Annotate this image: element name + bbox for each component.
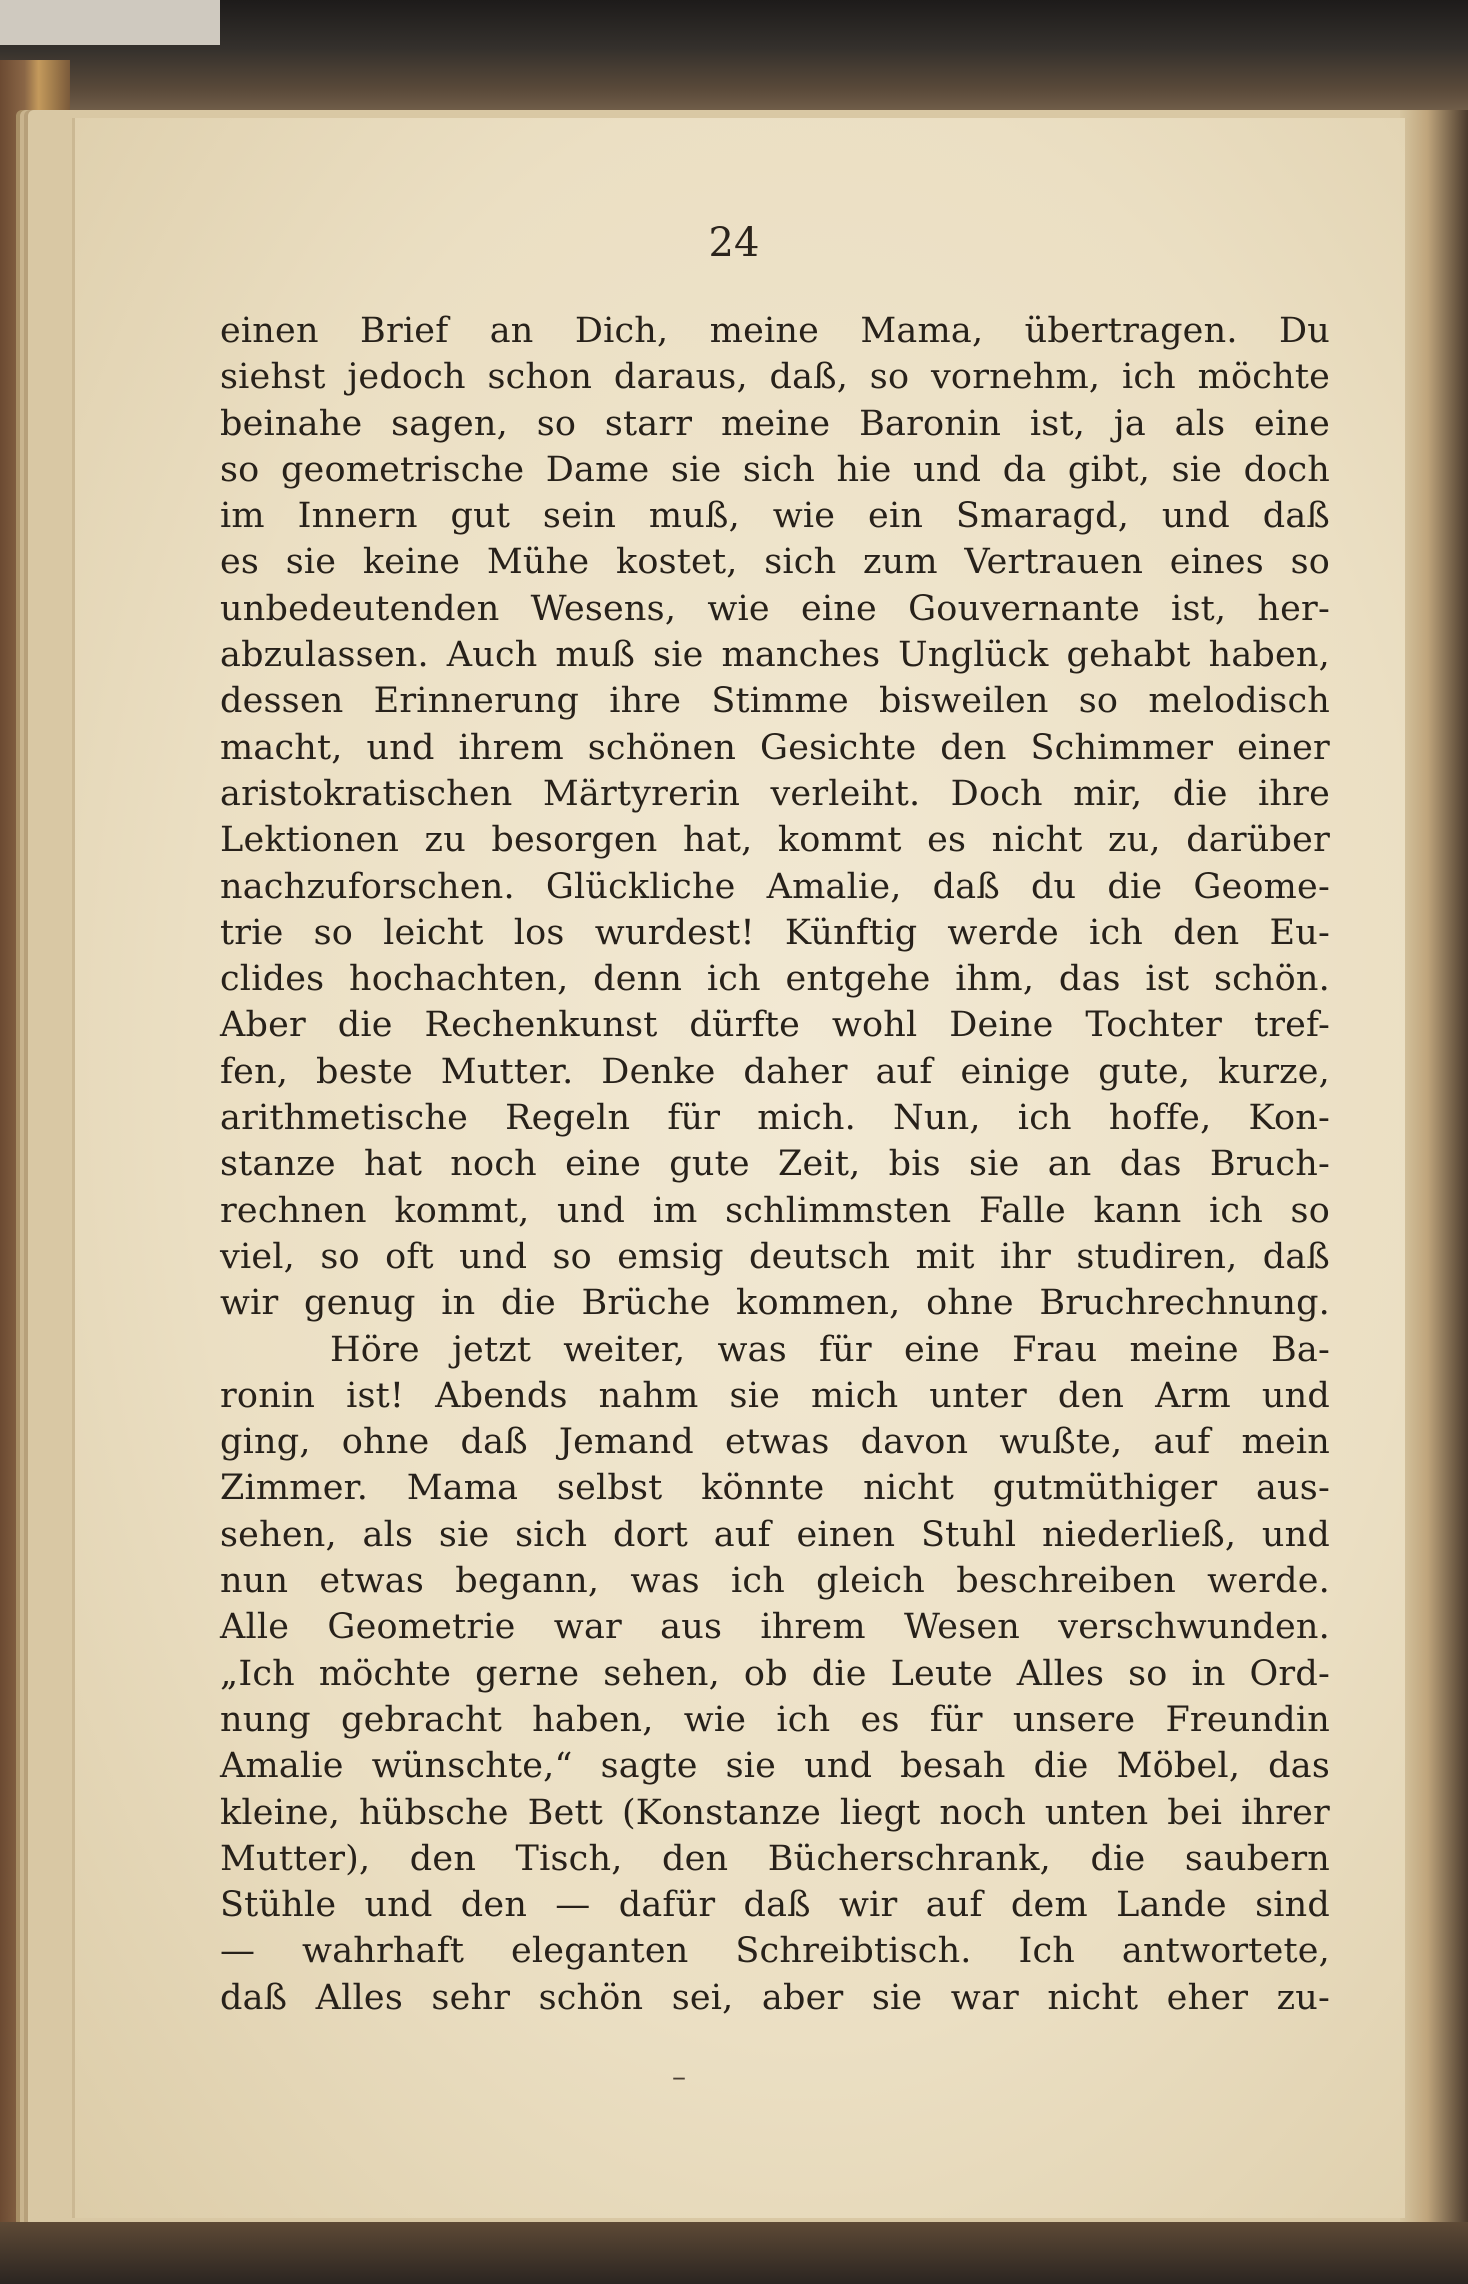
text-line: aristokratischen Märtyrerin verleiht. Doch mir, die ihre xyxy=(220,773,1330,814)
body-text xyxy=(220,308,1330,2021)
text-line: so geometrische Dame sie sich hie und da gibt, sie doch xyxy=(220,449,1330,490)
text-line: ging, ohne daß Jemand etwas davon wußte, auf mein xyxy=(220,1422,1330,1463)
text-line: fen, beste Mutter. Denke daher auf einige gute, kurze, xyxy=(220,1051,1330,1092)
top-background xyxy=(0,0,1468,120)
page-gutter xyxy=(1400,110,1468,2240)
text-line: ronin ist! Abends nahm sie mich unter den Arm und xyxy=(220,1375,1330,1416)
text-line: nung gebracht haben, wie ich es für unsere Freundin xyxy=(220,1699,1330,1740)
text-line: einen Brief an Dich, meine Mama, übertragen. Du xyxy=(220,311,1330,351)
text-line: es sie keine Mühe kostet, sich zum Vertrauen eines so xyxy=(220,542,1330,583)
text-line: unbedeutenden Wesens, wie eine Gouvernante ist, her- xyxy=(220,588,1330,629)
catchword-mark: – xyxy=(672,2060,686,2093)
text-line: Amalie wünschte,“ sagte sie und besah die Möbel, das xyxy=(220,1746,1330,1787)
text-line: Zimmer. Mama selbst könnte nicht gutmüthiger aus- xyxy=(220,1468,1330,1509)
bottom-background xyxy=(0,2222,1468,2284)
text-line: beinahe sagen, so starr meine Baronin ist, ja als eine xyxy=(220,403,1330,444)
paragraph-start-line: Höre jetzt weiter, was für eine Frau meine Ba- xyxy=(330,1329,1330,1370)
text-line: wir genug in die Brüche kommen, ohne Bruchrechnung. xyxy=(220,1283,1330,1324)
text-line: Lektionen zu besorgen hat, kommt es nicht zu, darüber xyxy=(220,820,1330,861)
text-line: siehst jedoch schon daraus, daß, so vornehm, ich möchte xyxy=(220,357,1330,398)
text-line: kleine, hübsche Bett (Konstanze liegt noch unten bei ihrer xyxy=(220,1792,1330,1833)
text-line: nachzuforschen. Glückliche Amalie, daß du die Geome- xyxy=(220,866,1330,907)
text-line: arithmetische Regeln für mich. Nun, ich hoffe, Kon- xyxy=(220,1098,1330,1139)
text-line: dessen Erinnerung ihre Stimme bisweilen so melodisch xyxy=(220,681,1330,722)
text-line: — wahrhaft eleganten Schreibtisch. Ich antwortete, xyxy=(220,1931,1330,1972)
text-line: Stühle und den — dafür daß wir auf dem Lande sind xyxy=(220,1885,1330,1926)
text-line: Mutter), den Tisch, den Bücherschrank, die saubern xyxy=(220,1838,1330,1879)
text-line: Alle Geometrie war aus ihrem Wesen verschwunden. xyxy=(220,1607,1330,1648)
text-line: „Ich möchte gerne sehen, ob die Leute Alles so in Ord- xyxy=(220,1653,1330,1694)
tab-strip xyxy=(0,0,220,45)
text-line: rechnen kommt, und im schlimmsten Falle kann ich so xyxy=(220,1190,1330,1231)
text-line: trie so leicht los wurdest! Künftig werde ich den Eu- xyxy=(220,912,1330,953)
text-line: macht, und ihrem schönen Gesichte den Schimmer einer xyxy=(220,727,1330,768)
text-line: sehen, als sie sich dort auf einen Stuhl niederließ, und xyxy=(220,1514,1330,1555)
text-line: daß Alles sehr schön sei, aber sie war nicht eher zu- xyxy=(220,1977,1330,2018)
text-line: Aber die Rechenkunst dürfte wohl Deine Tochter tref- xyxy=(220,1005,1330,1046)
text-line: abzulassen. Auch muß sie manches Unglück gehabt haben, xyxy=(220,635,1330,676)
text-line: viel, so oft und so emsig deutsch mit ihr studiren, daß xyxy=(220,1236,1330,1277)
text-line: clides hochachten, denn ich entgehe ihm, das ist schön. xyxy=(220,959,1330,1000)
page-number: 24 xyxy=(708,220,760,266)
text-line: im Innern gut sein muß, wie ein Smaragd, und daß xyxy=(220,496,1330,537)
text-line: nun etwas begann, was ich gleich beschreiben werde. xyxy=(220,1561,1330,1602)
text-line: stanze hat noch eine gute Zeit, bis sie an das Bruch- xyxy=(220,1144,1330,1185)
